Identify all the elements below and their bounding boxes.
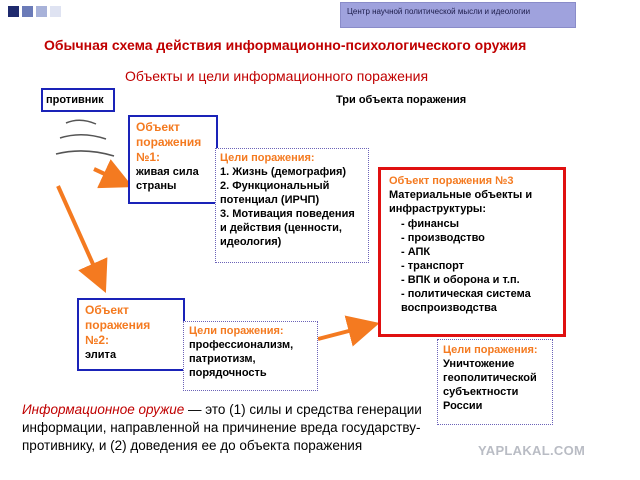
object1-box	[128, 115, 218, 204]
enemy-box	[41, 88, 115, 112]
signal-arc-2	[60, 135, 106, 139]
object3-box	[378, 167, 566, 337]
page-title: Обычная схема действия информационно-психологического оружия	[44, 37, 527, 53]
object2-title: Объект поражения №2:	[85, 303, 151, 347]
goals3-title: Цели поражения:	[443, 344, 538, 356]
object2-body: элита	[85, 349, 117, 361]
object1-body: живая сила страны	[136, 166, 199, 192]
goals2-title: Цели поражения:	[189, 325, 284, 337]
goals2-box	[183, 321, 318, 391]
definition-body: — это (1) силы и средства генерации информации, направленной на причинение вреда государству-противнику, и (2) доведения ее до объекта поражения	[22, 402, 422, 453]
goals2-body: профессионализм, патриотизм, порядочность	[189, 339, 294, 379]
goals1-item-2: 2. Функциональный потенциал (ИРЧП)	[220, 180, 330, 206]
goals1-item-1: 1. Жизнь (демография)	[220, 166, 347, 178]
object2-box	[77, 298, 185, 371]
object3-item: - политическая система воспроизводства	[401, 288, 531, 314]
goals1-item-3: 3. Мотивация поведения и действия (ценности, идеология)	[220, 208, 355, 248]
signal-arc-1	[66, 120, 96, 124]
enemy-label: противник	[46, 94, 104, 106]
arrow-to-object1	[94, 169, 122, 182]
object3-item: - ВПК и оборона и т.п.	[401, 274, 520, 286]
object3-item: - АПК	[401, 246, 431, 258]
goals1-box	[215, 148, 369, 263]
goals3-body: Уничтожение геополитической субъектности России	[443, 358, 537, 412]
definition-term: Информационное оружие	[22, 402, 185, 417]
header-caption: Центр научной политической мысли и идеологии	[347, 7, 531, 16]
object3-item: - транспорт	[401, 260, 465, 272]
page-subtitle: Объекты и цели информационного поражения	[125, 68, 429, 84]
definition-text	[22, 401, 422, 455]
three-objects-label: Три объекта поражения	[336, 94, 467, 106]
object1-title: Объект поражения №1:	[136, 120, 202, 164]
object3-intro: Материальные объекты и инфраструктуры:	[389, 189, 533, 215]
arrow-to-object3	[318, 326, 368, 339]
object3-item: - финансы	[401, 218, 460, 230]
arrow-to-object2	[58, 186, 101, 282]
object3-item: - производство	[401, 232, 485, 244]
object3-title: Объект поражения №3	[389, 175, 514, 187]
object3-list	[389, 217, 555, 315]
watermark: YAPLAKAL.COM	[478, 443, 586, 458]
goals1-title: Цели поражения:	[220, 152, 315, 164]
signal-arc-3	[56, 151, 114, 156]
goals3-box	[437, 339, 553, 425]
